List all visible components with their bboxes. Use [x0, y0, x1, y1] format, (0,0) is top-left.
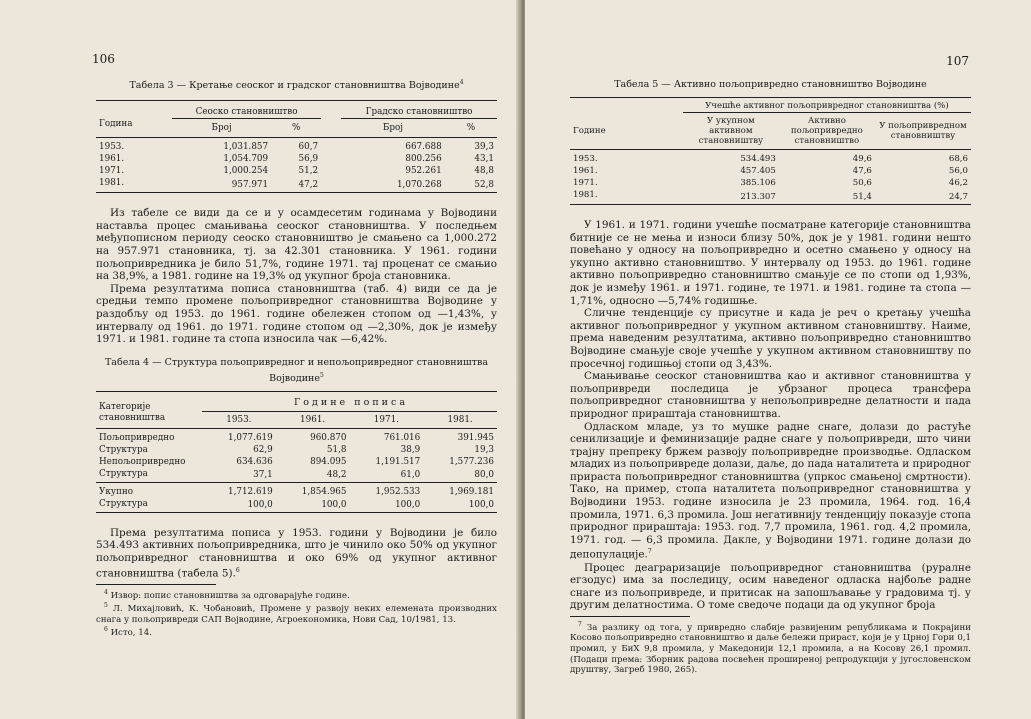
text-cell: %: [466, 123, 476, 134]
text-cell: За разлику од тога, у привредно слабије развијеним републикама и Покрајини Косово пољопривредно становништво и даље бележи прираст, који је у Црној Гори 0,1 промил, у БиХ 9,8 промила, у Македонији 12,1 промила, а на Косову 26,1 промил. (Подаци према: Зборник радова посвећен проширеној репродукцији у југословенском друштву, Загреб 1980, 265).: [570, 622, 971, 676]
text-cell: 4: [104, 588, 108, 596]
col-census: Г о д и н е п о п и с а: [202, 391, 497, 411]
text-cell: 391.945: [457, 432, 494, 443]
text-cell: Исто, 14.: [110, 628, 152, 639]
text-cell: 1971.: [373, 414, 399, 425]
right-footnote: [570, 620, 971, 676]
text-cell: 960.870: [310, 432, 347, 443]
text-cell: 1,191.517: [375, 456, 421, 467]
text-cell: 1,577.236: [449, 456, 494, 467]
text-cell: Структура: [99, 444, 148, 455]
table5-caption: Табела 5 — Активно пољопривредно становништво Војводине: [614, 79, 927, 90]
text-cell: Број: [211, 123, 232, 134]
text-cell: 761.016: [383, 432, 421, 443]
text-cell: %: [291, 123, 301, 134]
text-cell: Укупно: [99, 486, 134, 497]
text-cell: 1,070.268: [396, 179, 442, 190]
right-paragraph-1: У 1961. и 1971. години учешће посматране категорије становништва битније се не мења и износи близу 50%, док је у 1981. години нешто повећано у односу на пољопривредно и осетно смањено у односу на укупно активно становништво. У интервалу од 1953. до 1961. године активно пољопривредно становништво смањује се по стопи од 1,93%, док је између 1961. и 1971. године, те 1971. и 1981. године та стопа —1,71%, односно —5,74% годишње.: [570, 219, 971, 307]
left-paragraph-3: [96, 527, 497, 580]
text-cell: Одласком младе, уз то мушке радне снаге, долази до растуће сенилизације и феминизације радне снаге у пољопривреди, што чини трајну препреку бржем развоју пољопривредне производње. Одласком младих из пољопривреде долази, даље, до пада наталитета и природног прираста пољопривредног становништва (упркос смањеној смртности). Тако, на пример, стопа наталитета пољопривредног становништва у Војводини 1953. године износила је 23 промила, 1964. год. 16,4 промила, 1971. 6,3 промила. Још негативнију тенденцију показује стопа природног прираштаја: 1953. год. 7,7 промила, 1961. год. 4,2 промила, 1971. год. — 6,3 промила. Дакле, у Војводини 1971. године долази до депопулације.: [570, 420, 971, 561]
text-cell: 50,6: [852, 178, 872, 188]
text-cell: 1981.: [573, 190, 598, 200]
text-cell: 385.106: [740, 178, 776, 188]
text-cell: 1981.: [99, 178, 125, 189]
text-cell: 62,9: [253, 444, 273, 455]
text-cell: 4: [459, 79, 464, 86]
col-year: Година: [99, 118, 133, 129]
text-cell: Војводине: [269, 372, 321, 384]
text-cell: 1,031.857: [223, 142, 269, 153]
text-cell: 1961.: [99, 154, 125, 165]
text-cell: 1,000.254: [223, 166, 269, 177]
text-cell: Према резултатима пописа у 1953. години у Војводини је било 534.493 активних пољопривредника, што је чинило око 50% од укупног пољопривредног становништва и око 69% од укупног активног становништва (табела 5).: [96, 526, 497, 580]
text-cell: 52,8: [474, 179, 494, 190]
text-cell: 46,2: [948, 178, 968, 188]
table4-caption: [96, 356, 497, 385]
text-cell: 7: [578, 620, 582, 628]
text-cell: 457.405: [740, 166, 776, 176]
text-cell: 1,077.619: [227, 432, 273, 443]
text-cell: 47,2: [298, 179, 319, 190]
left-paragraph-2: Према резултатима пописа становништва (таб. 4) види се да је средњи темпо промене пољопривредног становништва Војводине у раздобљу од 1953. до 1961. године обележен стопом од —1,43%, у интервалу од 1961. до 1971. године стопом од —2,30%, док је између 1971. и 1981. године та стопа износила чак —6,42%.: [96, 282, 497, 346]
table3: [96, 100, 497, 193]
text-cell: 634.636: [236, 456, 273, 467]
text-cell: Активно пољопривредно становништво: [790, 116, 863, 146]
text-cell: Структура: [99, 498, 148, 509]
text-cell: 1,952.533: [375, 486, 421, 497]
col-years: Године: [573, 126, 606, 136]
text-cell: 7: [647, 548, 652, 556]
text-cell: 56,9: [298, 154, 319, 165]
page-number-right: 107: [946, 54, 969, 68]
text-cell: 39,3: [474, 142, 494, 153]
text-cell: 19,3: [474, 444, 494, 455]
text-cell: 24,7: [948, 191, 968, 202]
text-cell: 5: [320, 371, 324, 379]
right-paragraph-2: Сличне тенденције су присутне и када је реч о кретању учешћа активног пољопривредног у укупном активном становништву. Наиме, према наведеним резултатима, активно пољопривредно становништво Војводине смањује своје учешће у укупном активном становништву по просечној годишњој стопи од 3,43%.: [570, 307, 971, 370]
text-cell: Табела 4 — Структура пољопривредног и непољопривредног становништва: [104, 356, 489, 368]
text-cell: 1,054.709: [223, 154, 269, 165]
text-cell: 1,969.181: [449, 486, 494, 497]
text-cell: 51,4: [852, 191, 872, 202]
text-cell: У укупном активном становништву: [698, 116, 764, 146]
col-category: Категорије становништва: [99, 402, 166, 424]
text-cell: 1,854.965: [301, 486, 347, 497]
text-cell: 1953.: [573, 154, 598, 164]
text-cell: 1961.: [300, 414, 326, 425]
text-cell: 51,2: [298, 166, 319, 177]
text-cell: 6: [104, 626, 108, 634]
text-cell: 47,6: [852, 166, 872, 176]
text-cell: 61,0: [400, 469, 421, 480]
right-paragraph-4: [570, 421, 971, 562]
text-cell: 80,0: [474, 469, 494, 480]
text-cell: Табела 3 — Кретање сеоског и градског становништва Војводине: [129, 80, 460, 92]
text-cell: 1971.: [573, 178, 598, 188]
left-footnotes: [96, 588, 497, 639]
text-cell: 48,2: [326, 469, 347, 480]
text-cell: 38,9: [400, 444, 421, 455]
text-cell: 952.261: [405, 166, 442, 177]
text-cell: 1971.: [99, 166, 125, 177]
text-cell: 37,1: [253, 469, 273, 480]
col-rural: Сеоско становништво: [172, 101, 321, 119]
text-cell: 6: [235, 566, 240, 574]
text-cell: 667.688: [405, 142, 442, 153]
text-cell: 894.095: [310, 456, 347, 467]
right-paragraph-3: Смањивање сеоског становништва као и активног становништва у пољопривреди последица је убрзаног процеса трансфера пољопривредног становништва у непољопривредне делатности и пада природног прираштаја становништва.: [570, 370, 971, 420]
table5: [570, 97, 971, 205]
text-cell: 957.971: [231, 179, 269, 190]
text-cell: Извор: попис становништва за одговарајуће године.: [110, 590, 350, 601]
text-cell: 51,8: [326, 444, 347, 455]
text-cell: 1953.: [99, 142, 125, 153]
text-cell: 56,0: [948, 166, 968, 176]
text-cell: Број: [382, 123, 403, 134]
text-cell: 1,712.619: [227, 486, 273, 497]
text-cell: 100,0: [395, 499, 421, 510]
text-cell: 68,6: [948, 154, 968, 164]
text-cell: 1953.: [226, 414, 252, 425]
text-cell: 100,0: [247, 499, 273, 510]
text-cell: 800.256: [405, 154, 442, 165]
text-cell: 5: [104, 602, 108, 610]
page-number-left: 106: [92, 52, 115, 66]
table3-caption: [96, 76, 497, 92]
right-page: [525, 0, 1031, 719]
text-cell: 1981.: [447, 414, 473, 425]
table4: [96, 391, 497, 513]
text-cell: 43,1: [474, 154, 494, 165]
right-paragraph-5: Процес деаграризације пољопривредног становништва (руралне егзодус) има за последицу, осим наведеног одласка најбоље радне снаге из пољопривреде, и притисак на запошљавање у градовима тј. у другим делатностима. О томе сведоче подаци да од укупног броја: [570, 561, 971, 612]
col-share: Учешће активног пољопривредног становништва (%): [683, 98, 971, 113]
col-urban: Градско становништво: [341, 101, 497, 119]
text-cell: 100,0: [468, 499, 494, 510]
text-cell: У пољопривредном становништву: [879, 121, 967, 141]
text-cell: Л. Михајловић, К. Чобановић, Промене у развоју неких елемената производних снага у пољопривреди САП Војводине, Агроекономика, Нови Сад, 10/1981, 13.: [96, 604, 498, 625]
text-cell: Непољопривредно: [99, 456, 186, 467]
left-paragraph-1: Из табеле се види да се и у осамдесетим годинама у Војводини наставља процес смањивања сеоског становништва. У последњем међупописном периоду сеоско становништво је смањено са 1,000.272 на 957.971 становника, тј. за 42.301 становника. У 1961. години пољопривредника је било 51,7%, године 1971. тај проценат се смањио на 38,9%, а 1981. године на 19,3% од укупног броја становника.: [96, 207, 497, 283]
text-cell: 48,8: [474, 166, 494, 177]
text-cell: 213.307: [740, 191, 776, 202]
text-cell: 60,7: [298, 142, 319, 153]
text-cell: 534.493: [740, 154, 776, 164]
text-cell: 49,6: [852, 154, 872, 164]
text-cell: Пољопривредно: [99, 432, 175, 443]
text-cell: Структура: [99, 468, 148, 479]
text-cell: 1961.: [573, 166, 598, 176]
text-cell: 100,0: [321, 499, 347, 510]
